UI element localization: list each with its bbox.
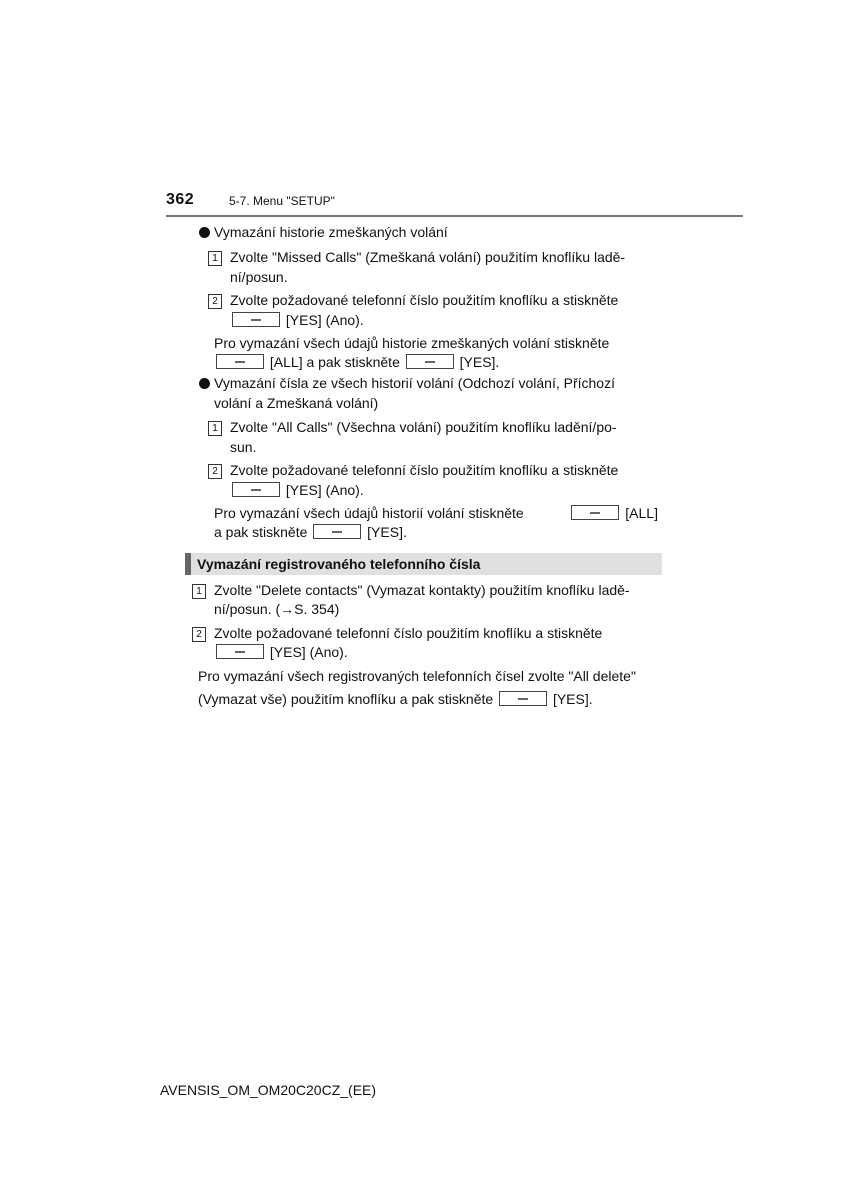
text: Pro vymazání všech údajů historií volání stiskněte	[214, 505, 524, 521]
step-number-2: 2	[208, 464, 222, 479]
step-number-2: 2	[192, 627, 206, 642]
yes-button-icon	[313, 524, 361, 539]
step-number-1: 1	[208, 421, 222, 436]
document-code: AVENSIS_OM_OM20C20CZ_(EE)	[160, 1082, 377, 1098]
block1-step2-line2	[230, 310, 364, 330]
step-number-1: 1	[208, 251, 222, 266]
block1-note-line1: Pro vymazání všech údajů historie zmeškaných volání stiskněte	[214, 335, 610, 351]
step-number-2: 2	[208, 294, 222, 309]
yes-button-icon	[232, 482, 280, 497]
section2-note-line1: Pro vymazání všech registrovaných telefonních čísel zvolte "All delete"	[198, 668, 636, 684]
block1-title: Vymazání historie zmeškaných volání	[214, 224, 448, 240]
step-number-1: 1	[192, 584, 206, 599]
block2-step2-line1: Zvolte požadované telefonní číslo použitím knoflíku a stiskněte	[230, 462, 619, 478]
block1-note-line2	[214, 352, 499, 372]
all-button-icon	[216, 354, 264, 369]
section-heading-accent	[185, 553, 191, 575]
text: [YES] (Ano).	[285, 312, 364, 328]
text: [ALL]	[625, 505, 658, 521]
text: (Vymazat vše) použitím knoflíku a pak stiskněte	[198, 691, 494, 707]
block2-title-line2: volání a Zmeškaná volání)	[214, 395, 379, 411]
section2-step2-line1: Zvolte požadované telefonní číslo použitím knoflíku a stiskněte	[214, 625, 603, 641]
yes-button-icon	[499, 691, 547, 706]
text: a pak stiskněte	[214, 524, 308, 540]
header-rule	[166, 215, 743, 217]
section2-step1-line2: ní/posun. (→S. 354)	[214, 601, 340, 617]
bullet-icon	[199, 227, 210, 238]
all-button-icon	[571, 505, 619, 520]
block1-step1-line2: ní/posun.	[230, 269, 288, 285]
section-title: 5-7. Menu "SETUP"	[229, 194, 335, 208]
section2-step1-line1: Zvolte "Delete contacts" (Vymazat kontakty) použitím knoflíku ladě-	[214, 582, 630, 598]
block2-step1-line1: Zvolte "All Calls" (Všechna volání) použitím knoflíku ladění/po-	[230, 419, 617, 435]
block2-note-line1	[214, 503, 658, 523]
section-heading: Vymazání registrovaného telefonního čísla	[197, 556, 481, 572]
block2-note-line2	[214, 522, 407, 542]
page-number: 362	[166, 191, 195, 208]
text: [YES].	[552, 691, 593, 707]
text: Zvolte "Missed Calls" (Zmeškaná volání) použitím knoflíku ladě-	[230, 249, 626, 265]
text: [YES] (Ano).	[285, 482, 364, 498]
text: [YES].	[459, 354, 500, 370]
block2-title-line1: Vymazání čísla ze všech historií volání (Odchozí volání, Příchozí	[214, 375, 615, 391]
bullet-icon	[199, 378, 210, 389]
block1-step1-line1	[230, 247, 658, 267]
block1-step2-line1: Zvolte požadované telefonní číslo použitím knoflíku a stiskněte	[230, 292, 619, 308]
block2-step1-line2: sun.	[230, 439, 257, 455]
section2-step2-line2	[214, 642, 348, 662]
yes-button-icon	[406, 354, 454, 369]
section2-note-line2	[198, 689, 593, 709]
text: [YES].	[367, 524, 407, 540]
block2-step2-line2	[230, 480, 364, 500]
text: [YES] (Ano).	[269, 644, 348, 660]
yes-button-icon	[216, 644, 264, 659]
text: [ALL] a pak stiskněte	[269, 354, 400, 370]
yes-button-icon	[232, 312, 280, 327]
